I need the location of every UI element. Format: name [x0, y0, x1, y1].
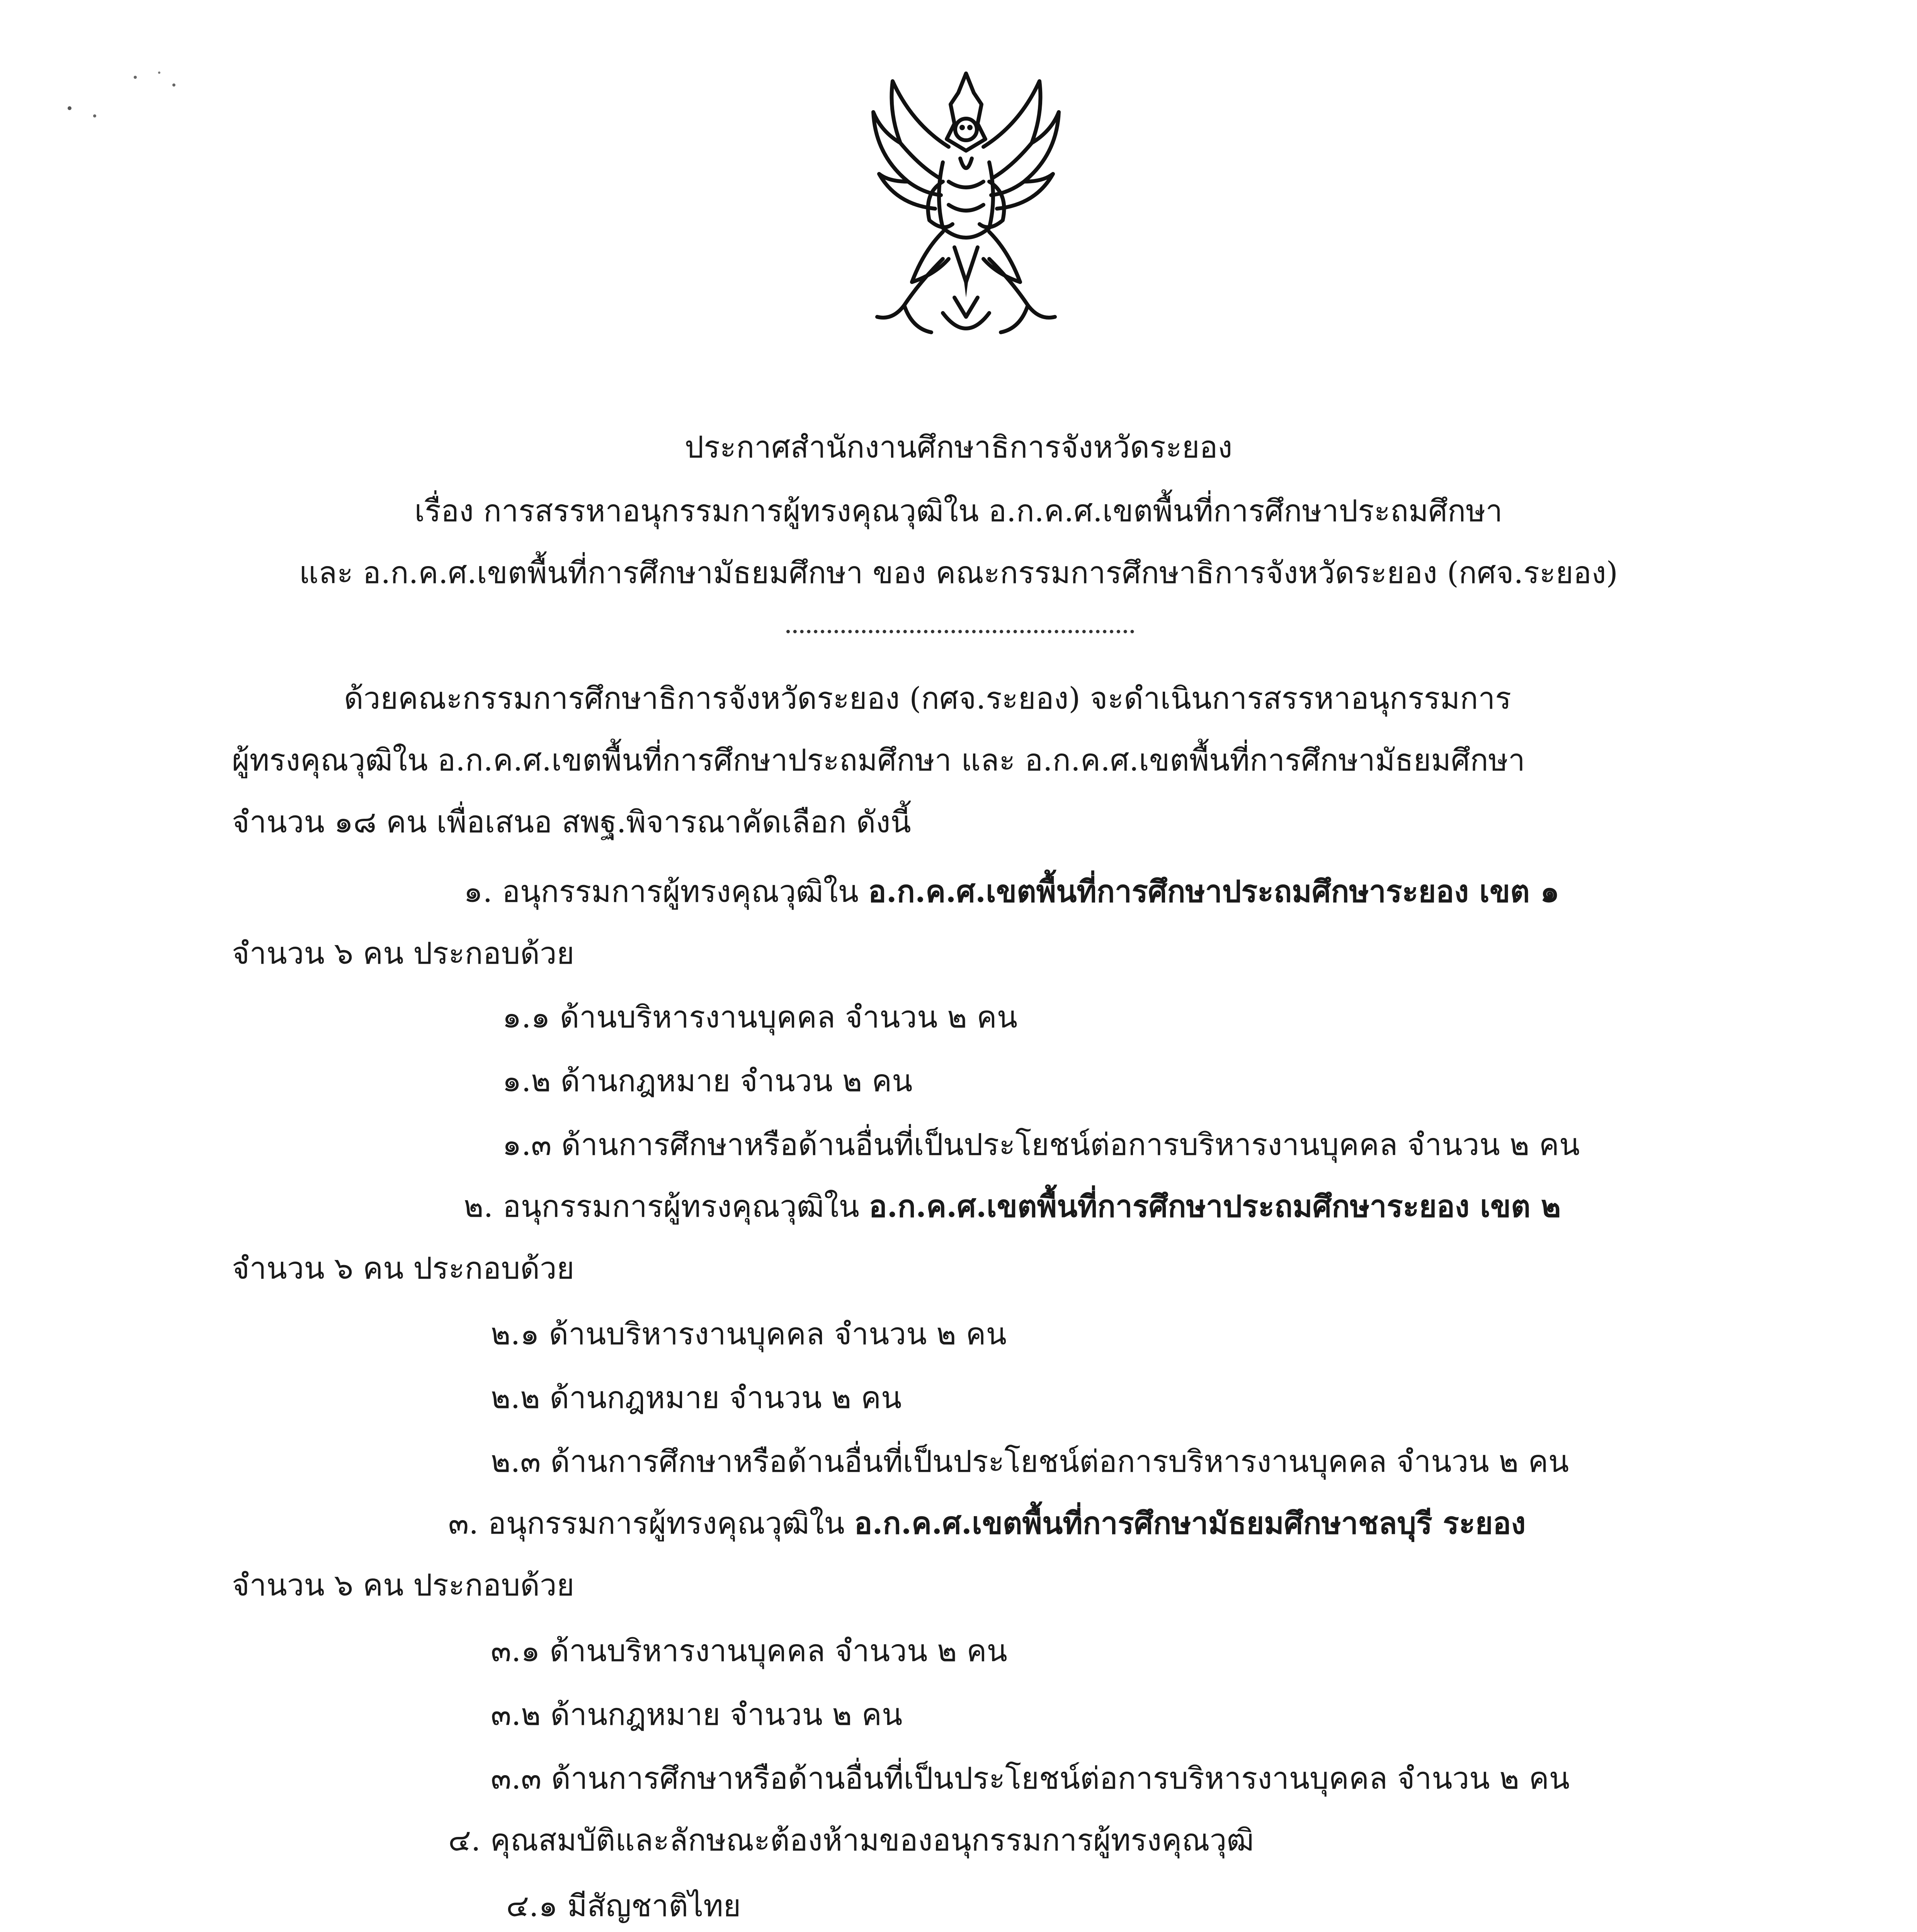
section-3-item-2: ๓.๒ ด้านกฎหมาย จำนวน ๒ คน: [491, 1697, 903, 1732]
announcement-header-line1: ประกาศสำนักงานศึกษาธิการจังหวัดระยอง: [684, 430, 1233, 465]
section-3-lead: ๓. อนุกรรมการผู้ทรงคุณวุฒิใน: [448, 1506, 854, 1541]
section-2-item-1: ๒.๑ ด้านบริหารงานบุคคล จำนวน ๒ คน: [491, 1317, 1007, 1352]
announcement-subject-line: เรื่อง การสรรหาอนุกรรมการผู้ทรงคุณวุฒิใน อ.ก.ค.ศ.เขตพื้นที่การศึกษาประถมศึกษา: [414, 494, 1503, 529]
section-2-item-3: ๒.๓ ด้านการศึกษาหรือด้านอื่นที่เป็นประโยชน์ต่อการบริหารงานบุคคล จำนวน ๒ คน: [491, 1444, 1569, 1479]
section-2-item-2: ๒.๒ ด้านกฎหมาย จำนวน ๒ คน: [491, 1381, 902, 1415]
qualifications-heading: ๔. คุณสมบัติและลักษณะต้องห้ามของอนุกรรมการผู้ทรงคุณวุฒิ: [448, 1823, 1254, 1858]
section-1-item-2: ๑.๒ ด้านกฎหมาย จำนวน ๒ คน: [502, 1064, 913, 1099]
qualification-item-1: ๔.๑ มีสัญชาติไทย: [506, 1889, 741, 1923]
section-1-office: อ.ก.ค.ศ.เขตพื้นที่การศึกษาประถมศึกษาระยอง เขต ๑: [868, 874, 1560, 909]
announcement-subject-line2: และ อ.ก.ค.ศ.เขตพื้นที่การศึกษามัธยมศึกษา ของ คณะกรรมการศึกษาธิการจังหวัดระยอง (กศจ.ระยอง): [299, 556, 1618, 590]
intro-line-3: จำนวน ๑๘ คน เพื่อเสนอ สพฐ.พิจารณาคัดเลือก ดังนี้: [232, 805, 911, 840]
section-3-item-1: ๓.๑ ด้านบริหารงานบุคคล จำนวน ๒ คน: [491, 1634, 1007, 1668]
section-1-item-3: ๑.๓ ด้านการศึกษาหรือด้านอื่นที่เป็นประโยชน์ต่อการบริหารงานบุคคล จำนวน ๒ คน: [502, 1128, 1580, 1162]
section-1-count: จำนวน ๖ คน ประกอบด้วย: [232, 936, 575, 971]
header-separator: [786, 630, 1134, 633]
intro-line-2: ผู้ทรงคุณวุฒิใน อ.ก.ค.ศ.เขตพื้นที่การศึกษาประถมศึกษา และ อ.ก.ค.ศ.เขตพื้นที่การศึกษามัธยมศึกษา: [232, 743, 1525, 778]
intro-line-1: ด้วยคณะกรรมการศึกษาธิการจังหวัดระยอง (กศจ.ระยอง) จะดำเนินการสรรหาอนุกรรมการ: [344, 681, 1512, 716]
section-2-count: จำนวน ๖ คน ประกอบด้วย: [232, 1251, 575, 1286]
garuda-emblem-icon: [866, 66, 1067, 359]
section-3-heading: [448, 1499, 1526, 1547]
section-3-count: จำนวน ๖ คน ประกอบด้วย: [232, 1568, 575, 1603]
section-2-heading: [464, 1182, 1561, 1230]
section-3-item-3: ๓.๓ ด้านการศึกษาหรือด้านอื่นที่เป็นประโยชน์ต่อการบริหารงานบุคคล จำนวน ๒ คน: [491, 1761, 1570, 1796]
scan-speck-marks: [58, 62, 197, 124]
section-3-office: อ.ก.ค.ศ.เขตพื้นที่การศึกษามัธยมศึกษาชลบุรี ระยอง: [854, 1506, 1526, 1541]
section-2-lead: ๒. อนุกรรมการผู้ทรงคุณวุฒิใน: [464, 1189, 869, 1224]
section-2-office: อ.ก.ค.ศ.เขตพื้นที่การศึกษาประถมศึกษาระยอง เขต ๒: [869, 1189, 1561, 1224]
section-1-heading: [464, 867, 1560, 915]
section-1-item-1: ๑.๑ ด้านบริหารงานบุคคล จำนวน ๒ คน: [502, 1000, 1018, 1035]
section-1-lead: ๑. อนุกรรมการผู้ทรงคุณวุฒิใน: [464, 874, 868, 909]
